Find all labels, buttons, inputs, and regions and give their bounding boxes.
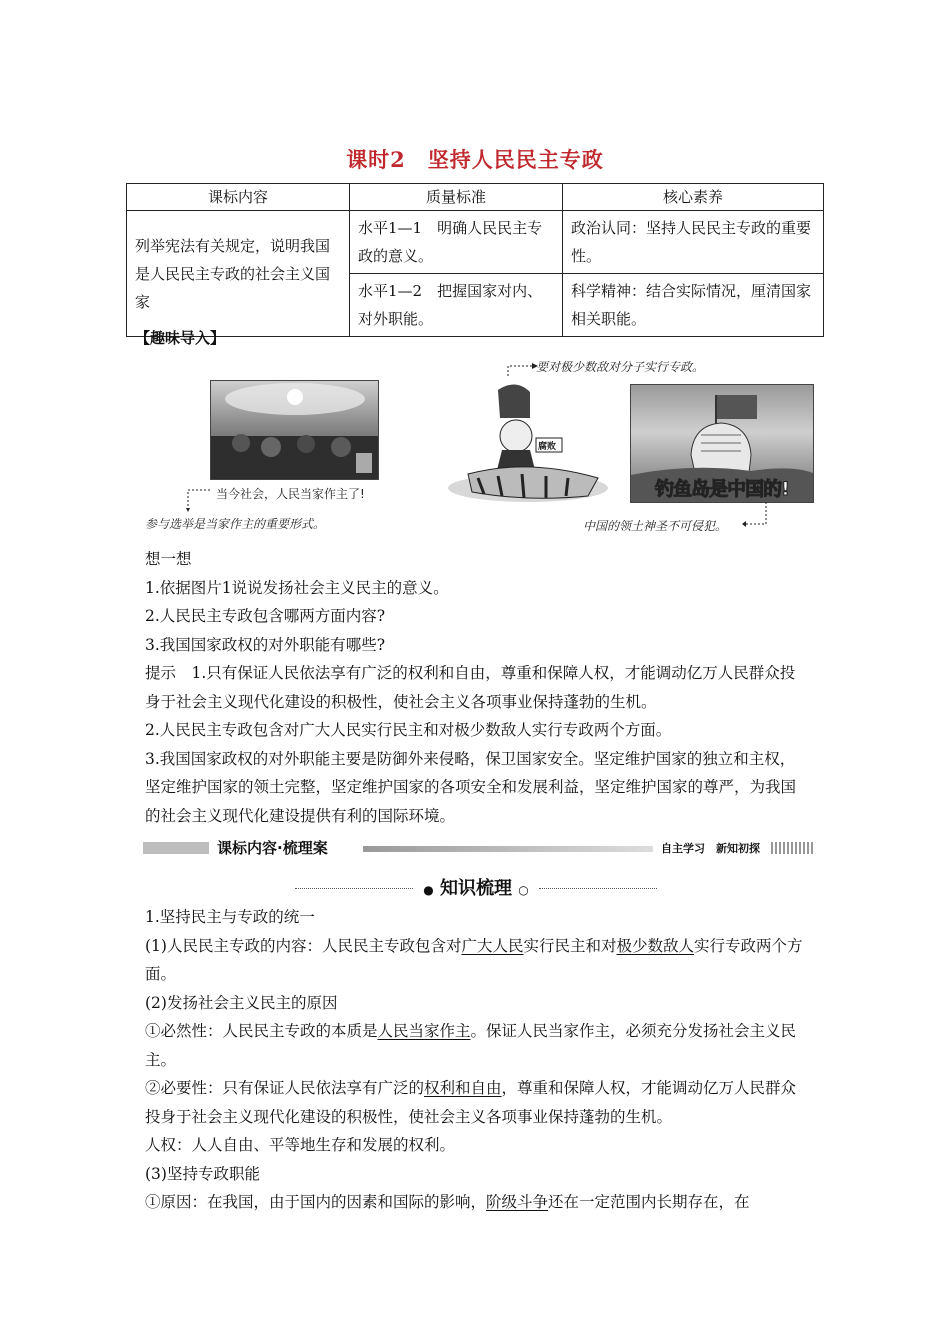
section-bar-label: 课标内容·梳理案: [213, 837, 332, 858]
think-section: [145, 545, 810, 830]
knowledge-heading: [295, 874, 657, 900]
knowledge-p6: 人权：人人自由、平等地生存和发展的权利。: [145, 1136, 456, 1154]
caption-arrow-icon: [742, 500, 772, 530]
section-bar-right-stripes: [771, 842, 815, 854]
knowledge-heading-text: 知识梳理: [440, 878, 512, 899]
cartoon-sign: 腐败: [538, 442, 557, 452]
knowledge-p2: [145, 932, 810, 989]
fill-in-answer: 人民当家作主: [377, 1022, 471, 1040]
election-hall-photo: [210, 380, 379, 480]
text-span: 实行民主和对: [523, 936, 617, 955]
fill-in-answer: 极少数敌人: [616, 936, 695, 955]
knowledge-p5: [145, 1074, 810, 1131]
section-bar: [143, 838, 815, 858]
cartoon-illustration: [438, 378, 615, 506]
question-3: 3.我国国家政权的对外职能有哪些?: [145, 635, 386, 654]
knowledge-content: [145, 903, 810, 1217]
image2-caption-top: 要对极少数敌对分子实行专政。: [536, 360, 705, 374]
anti-corruption-cartoon: [438, 378, 615, 506]
page-title: 课时2 坚持人民民主专政: [346, 147, 604, 172]
table-cell-quality: 水平1—1 明确人民民主专政的意义。: [350, 211, 563, 274]
question-1: 1.依据图片1说说发扬社会主义民主的意义。: [145, 578, 449, 597]
circle-bullet-icon: ○: [518, 883, 529, 897]
answer-2: 2.人民民主专政包含对广大人民实行民主和对极少数敌人实行专政两个方面。: [145, 721, 672, 739]
table-cell-content: 列举宪法有关规定，说明我国是人民民主专政的社会主义国家: [127, 211, 350, 337]
section-bar-left-stripe: [143, 842, 209, 854]
table-header-cell: 课标内容: [127, 184, 350, 211]
table-cell-quality: 水平1—2 把握国家对内、对外职能。: [350, 274, 563, 337]
text-span: 实行专政两个方面。: [145, 936, 803, 983]
text-span: ①原因：在我国，由于国内的因素和国际的影响，: [145, 1193, 487, 1211]
table-header-cell: 核心素养: [563, 184, 824, 211]
knowledge-p4: [145, 1017, 810, 1074]
curriculum-standards-table: [126, 183, 824, 337]
diaoyu-banner-text: 钓鱼岛是中国的!: [655, 478, 789, 500]
question-2: 2.人民民主专政包含哪两方面内容?: [145, 607, 386, 625]
caption-arrow-icon: [186, 484, 216, 512]
table-cell-literacy: 政治认同：坚持人民民主专政的重要性。: [563, 211, 824, 274]
image3-caption-bottom: 中国的领土神圣不可侵犯。: [583, 519, 728, 533]
knowledge-p1: 1.坚持民主与专政的统一: [145, 908, 315, 926]
section-bar-gradient: [363, 846, 653, 852]
knowledge-p3: (2)发扬社会主义民主的原因: [145, 993, 338, 1012]
table-row: [127, 211, 824, 274]
fill-in-answer: 阶级斗争: [486, 1193, 549, 1211]
knowledge-p7: (3)坚持专政职能: [145, 1164, 260, 1183]
image1-caption-bottom: 参与选举是当家作主的重要形式。: [145, 517, 326, 531]
knowledge-heading-block: [295, 874, 657, 900]
intro-heading: 【趣味导入】: [135, 329, 226, 347]
answer-1: 提示 1.只有保证人民依法享有广泛的权利和自由，尊重和保障人权，才能调动亿万人民群众投身于社会主义现代化建设的积极性，使社会主义各项事业保持蓬勃的生机。: [145, 664, 796, 711]
table-header-row: [127, 184, 824, 211]
election-hall-illustration: [211, 381, 378, 479]
table-cell-literacy: 科学精神：结合实际情况，厘清国家相关职能。: [563, 274, 824, 337]
text-span: ①必然性：人民民主专政的本质是: [145, 1022, 378, 1040]
circle-bullet-icon: ●: [423, 883, 434, 897]
answer-3: 3.我国国家政权的对外职能主要是防御外来侵略，保卫国家安全。坚定维护国家的独立和主权，坚定维护国家的领土完整，坚定维护国家的各项安全和发展利益，坚定维护国家的尊严，为我国的社会主义现代化建设提供有利的国际环境。: [145, 749, 797, 825]
section-bar-right-label: 自主学习 新知初探: [655, 840, 766, 856]
text-span: 。保证人民当家作主，必须充分发扬社会主义民主。: [145, 1022, 797, 1069]
think-heading: 想一想: [145, 550, 192, 568]
diaoyu-island-poster: [630, 384, 814, 503]
text-span: (1)人民民主专政的内容：人民民主专政包含对: [145, 936, 462, 955]
fill-in-answer: 广大人民: [461, 936, 524, 955]
text-span: 还在一定范围内长期存在，在: [548, 1193, 750, 1211]
text-span: ②必要性：只有保证人民依法享有广泛的: [145, 1079, 425, 1097]
table-header-cell: 质量标准: [350, 184, 563, 211]
fill-in-answer: 权利和自由: [424, 1079, 502, 1097]
text-span: ，尊重和保障人权，才能调动亿万人民群众投身于社会主义现代化建设的积极性，使社会主义各项事业保持蓬勃的生机。: [145, 1079, 797, 1126]
image1-caption-top: 当今社会，人民当家作主了!: [216, 487, 365, 501]
knowledge-p8: [145, 1188, 810, 1217]
